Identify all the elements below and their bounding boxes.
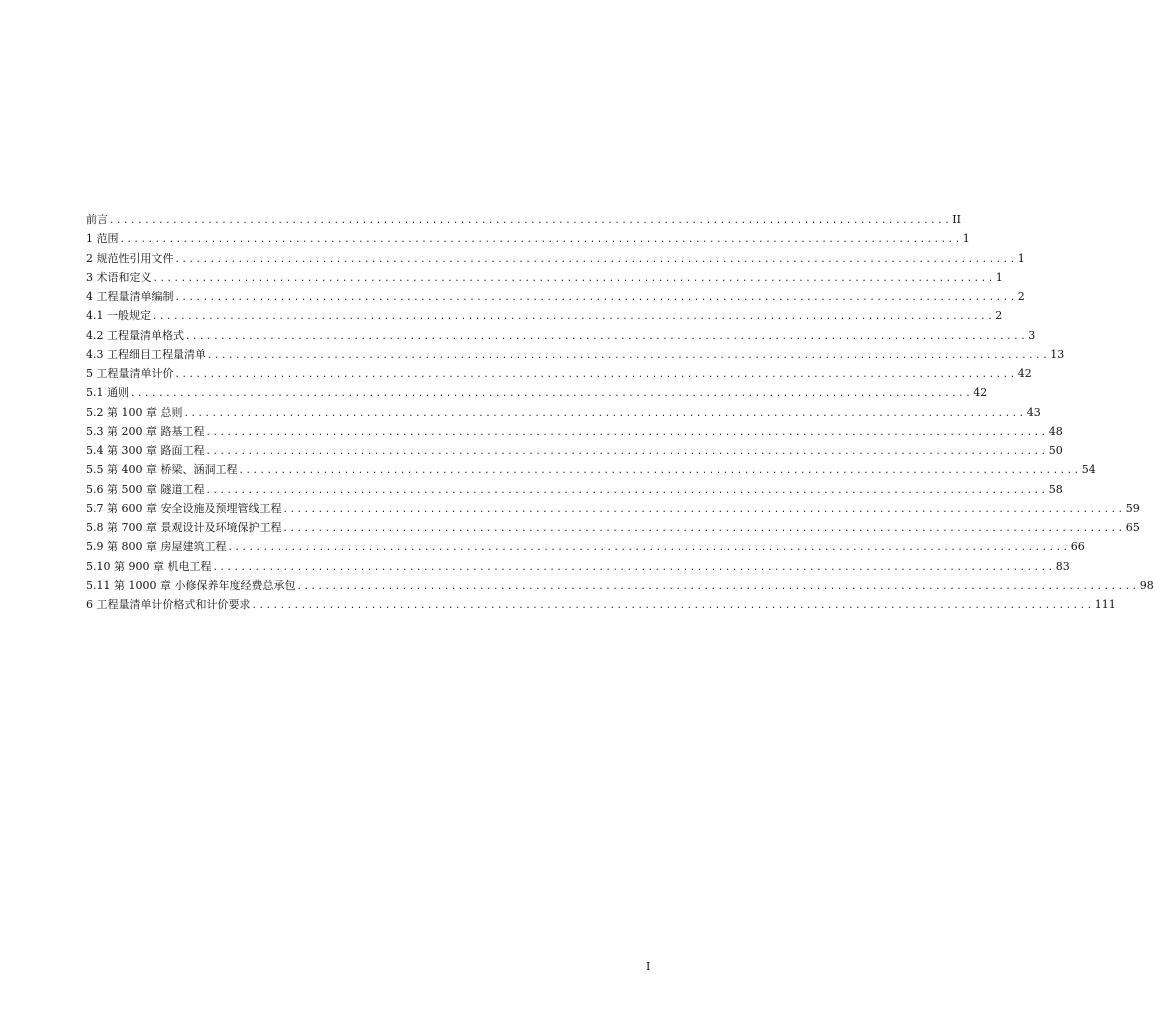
toc-entry-5-10[interactable] [86, 557, 1070, 576]
dot-leader: ........................................................................................................................ [174, 370, 1017, 380]
toc-entry-label: 5.4 第 300 章 路面工程 [86, 444, 205, 457]
toc-entry-page: 42 [973, 386, 988, 400]
toc-entry-label: 5.8 第 700 章 景观设计及环境保护工程 [86, 521, 282, 534]
toc-entry-6[interactable] [86, 595, 1116, 614]
toc-entry-5[interactable] [86, 364, 1032, 383]
toc-entry-5-3[interactable] [86, 422, 1063, 441]
toc-entry-page: 1 [962, 232, 970, 246]
toc-entry-page: 42 [1017, 367, 1032, 380]
dot-leader: ........................................................................................................................ [205, 447, 1048, 457]
dot-leader: ........................................................................................................................ [205, 485, 1048, 496]
dot-leader: ........................................................................................................................ [183, 408, 1026, 419]
dot-leader: ........................................................................................................................ [119, 235, 962, 246]
toc-entry-label: 4.1 一般规定 [86, 309, 151, 323]
toc-entry-4-3[interactable] [86, 345, 1065, 364]
toc-entry-page: 43 [1026, 405, 1041, 419]
toc-entry-4-1[interactable] [86, 306, 1003, 325]
toc-entry-5-5[interactable] [86, 460, 1096, 479]
toc-entry-page: 111 [1094, 598, 1116, 611]
dot-leader: ........................................................................................................................ [152, 273, 995, 284]
toc-entry-4[interactable] [86, 287, 1025, 306]
toc-entry-page: 2 [1017, 290, 1025, 303]
toc-entry-5-8[interactable] [86, 518, 1140, 537]
dot-leader: ........................................................................................................................ [212, 562, 1055, 573]
dot-leader: ........................................................................................................................ [152, 312, 995, 323]
toc-entry-4-2[interactable] [86, 326, 1036, 345]
toc-entry-page: 50 [1048, 444, 1063, 457]
toc-entry-label: 3 术语和定义 [86, 270, 152, 284]
toc-entry-label: 1 范围 [86, 232, 119, 246]
toc-entry-page: 65 [1125, 521, 1140, 534]
toc-entry-5-4[interactable] [86, 441, 1063, 460]
toc-entry-page: 98 [1139, 578, 1154, 592]
toc-entry-page: 1 [1017, 251, 1025, 265]
dot-leader: ........................................................................................................................ [174, 254, 1017, 265]
toc-entry-page: 83 [1055, 559, 1070, 573]
dot-leader: ........................................................................................................................ [130, 389, 973, 400]
dot-leader: ........................................................................................................................ [296, 581, 1139, 592]
toc-entry-page: 1 [995, 270, 1003, 284]
toc-entry-label: 4 工程量清单编制 [86, 290, 174, 303]
dot-leader: ........................................................................................................................ [185, 331, 1028, 342]
dot-leader: ........................................................................................................................ [282, 524, 1125, 534]
toc-entry-label: 6 工程量清单计价格式和计价要求 [86, 598, 251, 611]
page-number: I [646, 960, 651, 973]
table-of-contents [86, 210, 1154, 614]
toc-entry-page: 2 [995, 309, 1003, 323]
dot-leader: ........................................................................................................................ [227, 543, 1070, 554]
dot-leader: ........................................................................................................................ [205, 427, 1048, 438]
toc-entry-5-9[interactable] [86, 537, 1085, 556]
toc-entry-label: 5.10 第 900 章 机电工程 [86, 559, 212, 573]
toc-entry-label: 5.6 第 500 章 隧道工程 [86, 482, 205, 496]
toc-entry-label: 4.3 工程细目工程量清单 [86, 347, 206, 361]
toc-entry-5-11[interactable] [86, 576, 1154, 595]
toc-entry-page: 66 [1070, 540, 1085, 554]
toc-entry-label: 5.9 第 800 章 房屋建筑工程 [86, 540, 227, 554]
toc-entry-page: 54 [1081, 463, 1096, 477]
toc-entry-page: 58 [1048, 482, 1063, 496]
toc-entry-1[interactable] [86, 229, 970, 248]
toc-entry-5-6[interactable] [86, 480, 1063, 499]
toc-entry-page: 48 [1048, 424, 1063, 438]
toc-entry-label: 5.3 第 200 章 路基工程 [86, 424, 205, 438]
toc-entry-label: 5.11 第 1000 章 小修保养年度经费总承包 [86, 578, 296, 592]
dot-leader: ........................................................................................................................ [109, 216, 952, 226]
toc-entry-label: 5 工程量清单计价 [86, 367, 174, 380]
toc-entry-label: 2 规范性引用文件 [86, 251, 174, 265]
toc-entry-5-7[interactable] [86, 499, 1140, 518]
toc-entry-5-1[interactable] [86, 383, 988, 402]
dot-leader: ........................................................................................................................ [207, 350, 1050, 361]
dot-leader: ........................................................................................................................ [238, 466, 1081, 477]
dot-leader: ........................................................................................................................ [174, 293, 1017, 303]
toc-entry-label: 4.2 工程量清单格式 [86, 328, 184, 342]
dot-leader: ........................................................................................................................ [251, 601, 1094, 611]
toc-entry-label: 5.7 第 600 章 安全设施及预埋管线工程 [86, 501, 282, 515]
toc-entry-label: 5.1 通则 [86, 386, 129, 400]
dot-leader: ........................................................................................................................ [282, 504, 1125, 515]
toc-entry-label: 5.5 第 400 章 桥梁、涵洞工程 [86, 463, 238, 477]
toc-entry-5-2[interactable] [86, 403, 1041, 422]
toc-entry-3[interactable] [86, 268, 1003, 287]
toc-entry-page: II [952, 213, 961, 226]
toc-entry-page: 59 [1125, 501, 1140, 515]
toc-entry-page: 3 [1028, 328, 1036, 342]
toc-entry-foreword[interactable] [86, 210, 961, 229]
toc-entry-label: 5.2 第 100 章 总则 [86, 405, 183, 419]
toc-entry-label: 前言 [86, 213, 108, 226]
toc-entry-2[interactable] [86, 249, 1025, 268]
toc-entry-page: 13 [1050, 347, 1065, 361]
